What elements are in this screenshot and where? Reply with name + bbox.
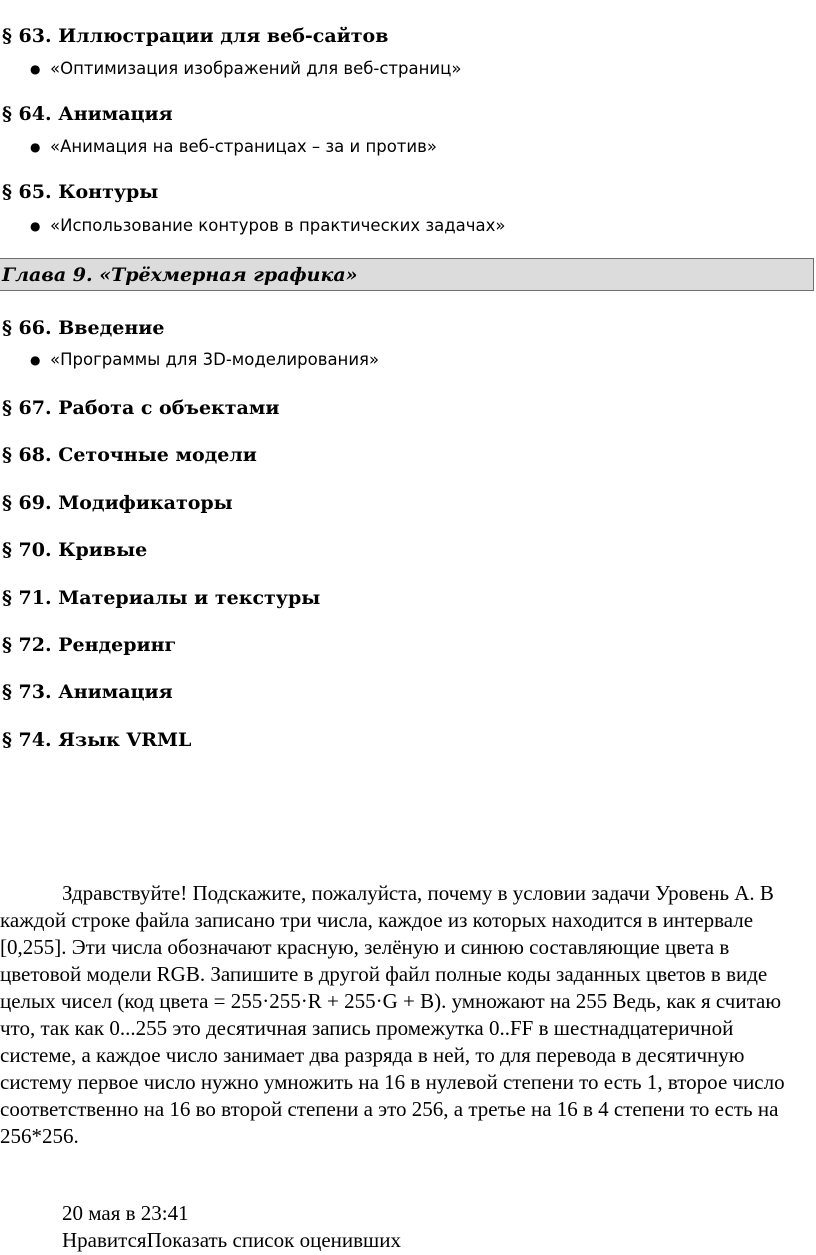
- comment-body: [0, 880, 806, 1150]
- section-heading-68: § 68. Сеточные модели: [2, 444, 257, 466]
- section-heading: § 64. Анимация: [2, 103, 173, 125]
- comment-timestamp: 20 мая в 23:41: [62, 1201, 189, 1225]
- list-item: [30, 58, 461, 80]
- bullet-icon: ●: [30, 219, 41, 233]
- list-item-text: «Оптимизация изображений для веб-страниц»: [50, 59, 462, 78]
- list-item: [30, 136, 437, 158]
- section-heading-67: § 67. Работа с объектами: [2, 397, 280, 419]
- comment-text: Здравствуйте! Подскажите, пожалуйста, почему в условии задачи Уровень А. В каждой строке файла записано три числа, каждое из которых находится в интервале [0,255]. Эти числа обозначают красную, зелёную и синюю составляющие цвета в цветовой модели RGB. Запишите в другой файл полные коды заданных цветов в виде целых чисел (код цвета = 255·255·R + 255·G + B). умножают на 255 Ведь, как я считаю что, так как 0...255 это десятичная запись промежутка 0..FF в шестнадцатеричной системе, а каждое число занимает два разряда в ней, то для перевода в десятичную систему первое число нужно умножить на 16 в нулевой степени то есть 1, второе число соответственно на 16 во второй степени а это 256, а третье на 16 в 4 степени то есть на 256*256.: [0, 881, 785, 1148]
- section-heading-71: § 71. Материалы и текстуры: [2, 587, 321, 609]
- section-heading-73: § 73. Анимация: [2, 681, 173, 703]
- list-item-text: «Анимация на веб-страницах – за и против»: [50, 137, 437, 156]
- comment-actions: [62, 1227, 401, 1254]
- bullet-icon: ●: [30, 62, 41, 76]
- section-heading-70: § 70. Кривые: [2, 539, 148, 561]
- chapter-title: Глава 9. «Трёхмерная графика»: [2, 264, 358, 286]
- list-item-text: «Программы для 3D-моделирования»: [50, 350, 380, 369]
- chapter-header: [0, 258, 814, 291]
- list-item: [30, 215, 505, 237]
- section-heading: § 66. Введение: [2, 317, 165, 339]
- section-heading: § 65. Контуры: [2, 181, 159, 203]
- show-raters-link[interactable]: Показать список оценивших: [146, 1228, 401, 1252]
- list-item-text: «Использование контуров в практических задачах»: [50, 216, 506, 235]
- section-heading-69: § 69. Модификаторы: [2, 492, 233, 514]
- bullet-icon: ●: [30, 140, 41, 154]
- section-heading-72: § 72. Рендеринг: [2, 634, 177, 656]
- bullet-icon: ●: [30, 353, 41, 367]
- section-heading-74: § 74. Язык VRML: [2, 729, 192, 751]
- list-item: [30, 349, 379, 371]
- section-heading: § 63. Иллюстрации для веб-сайтов: [2, 25, 389, 47]
- like-button[interactable]: Нравится: [62, 1228, 147, 1252]
